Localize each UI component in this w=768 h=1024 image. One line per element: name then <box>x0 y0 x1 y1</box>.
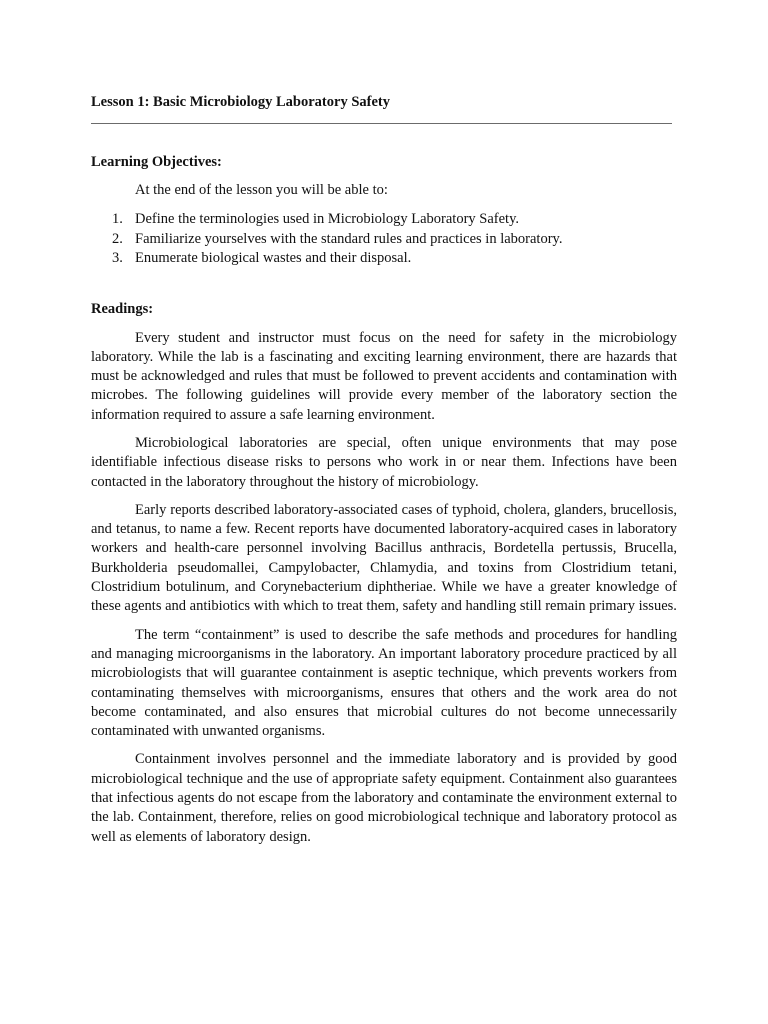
readings-section <box>91 299 677 847</box>
objectives-intro: At the end of the lesson you will be able to: <box>135 182 388 198</box>
reading-paragraph: Microbiological laboratories are special, often unique environments that may pose identifiable infectious disease risks to persons who work in or near them. Infections have been contacted in the laboratory throughout the history of microbiology. <box>91 434 677 490</box>
reading-paragraph: Containment involves personnel and the immediate laboratory and is provided by good microbiological technique and the use of appropriate safety equipment. Containment also guarantees that infectious agents do not escape from the laboratory and contaminate the environment external to the lab. Containment, therefore, relies on good microbiological technique and laboratory protocol as well as elements of laboratory design. <box>91 751 677 845</box>
objective-text: Enumerate biological wastes and their disposal. <box>135 250 412 266</box>
title-divider <box>91 123 672 124</box>
objective-number: 2. <box>112 230 123 247</box>
document-page <box>91 92 677 847</box>
objectives-list <box>91 210 677 269</box>
objective-text: Familiarize yourselves with the standard rules and practices in laboratory. <box>135 230 563 247</box>
reading-paragraph: Early reports described laboratory-associated cases of typhoid, cholera, glanders, brucellosis, and tetanus, to name a few. Recent reports have documented laboratory-acquired cases in laboratory workers and health-care personnel involving Bacillus anthracis, Bordetella pertussis, Brucella, Burkholderia pseudomallei, Campylobacter, Chlamydia, and toxins from Clostridium tetani, Clostridium botulinum, and Corynebacterium diphtheriae. While we have a greater knowledge of these agents and antibiotics with which to treat them, safety and handling still remain primary issues. <box>91 501 677 615</box>
objective-item <box>91 210 677 230</box>
objective-item <box>91 230 677 250</box>
readings-heading: Readings: <box>91 300 154 317</box>
lesson-title: Lesson 1: Basic Microbiology Laboratory Safety <box>91 94 390 110</box>
learning-objectives-heading: Learning Objectives: <box>91 154 222 170</box>
reading-paragraph: Every student and instructor must focus on the need for safety in the microbiology laboratory. While the lab is a fascinating and exciting learning environment, there are hazards that must be acknowledged and rules that must be followed to prevent accidents and contamination with microbes. The following guidelines will provide every member of the laboratory section the information required to assure a safe learning environment. <box>91 329 677 423</box>
reading-paragraph: The term “containment” is used to describe the safe methods and procedures for handling and managing microorganisms in the laboratory. An important laboratory procedure practiced by all microbiologists that will guarantee containment is aseptic technique, which prevents workers from contaminating themselves with microorganisms, ensures that others and the work area do not become contaminated, and also ensures that microbial cultures do not become unnecessarily contaminated with unwanted organisms. <box>91 626 677 740</box>
objective-item <box>91 249 677 269</box>
learning-objectives-section <box>91 152 677 269</box>
objective-text: Define the terminologies used in Microbiology Laboratory Safety. <box>135 211 520 227</box>
objective-number: 3. <box>112 250 123 266</box>
objective-number: 1. <box>112 211 123 227</box>
